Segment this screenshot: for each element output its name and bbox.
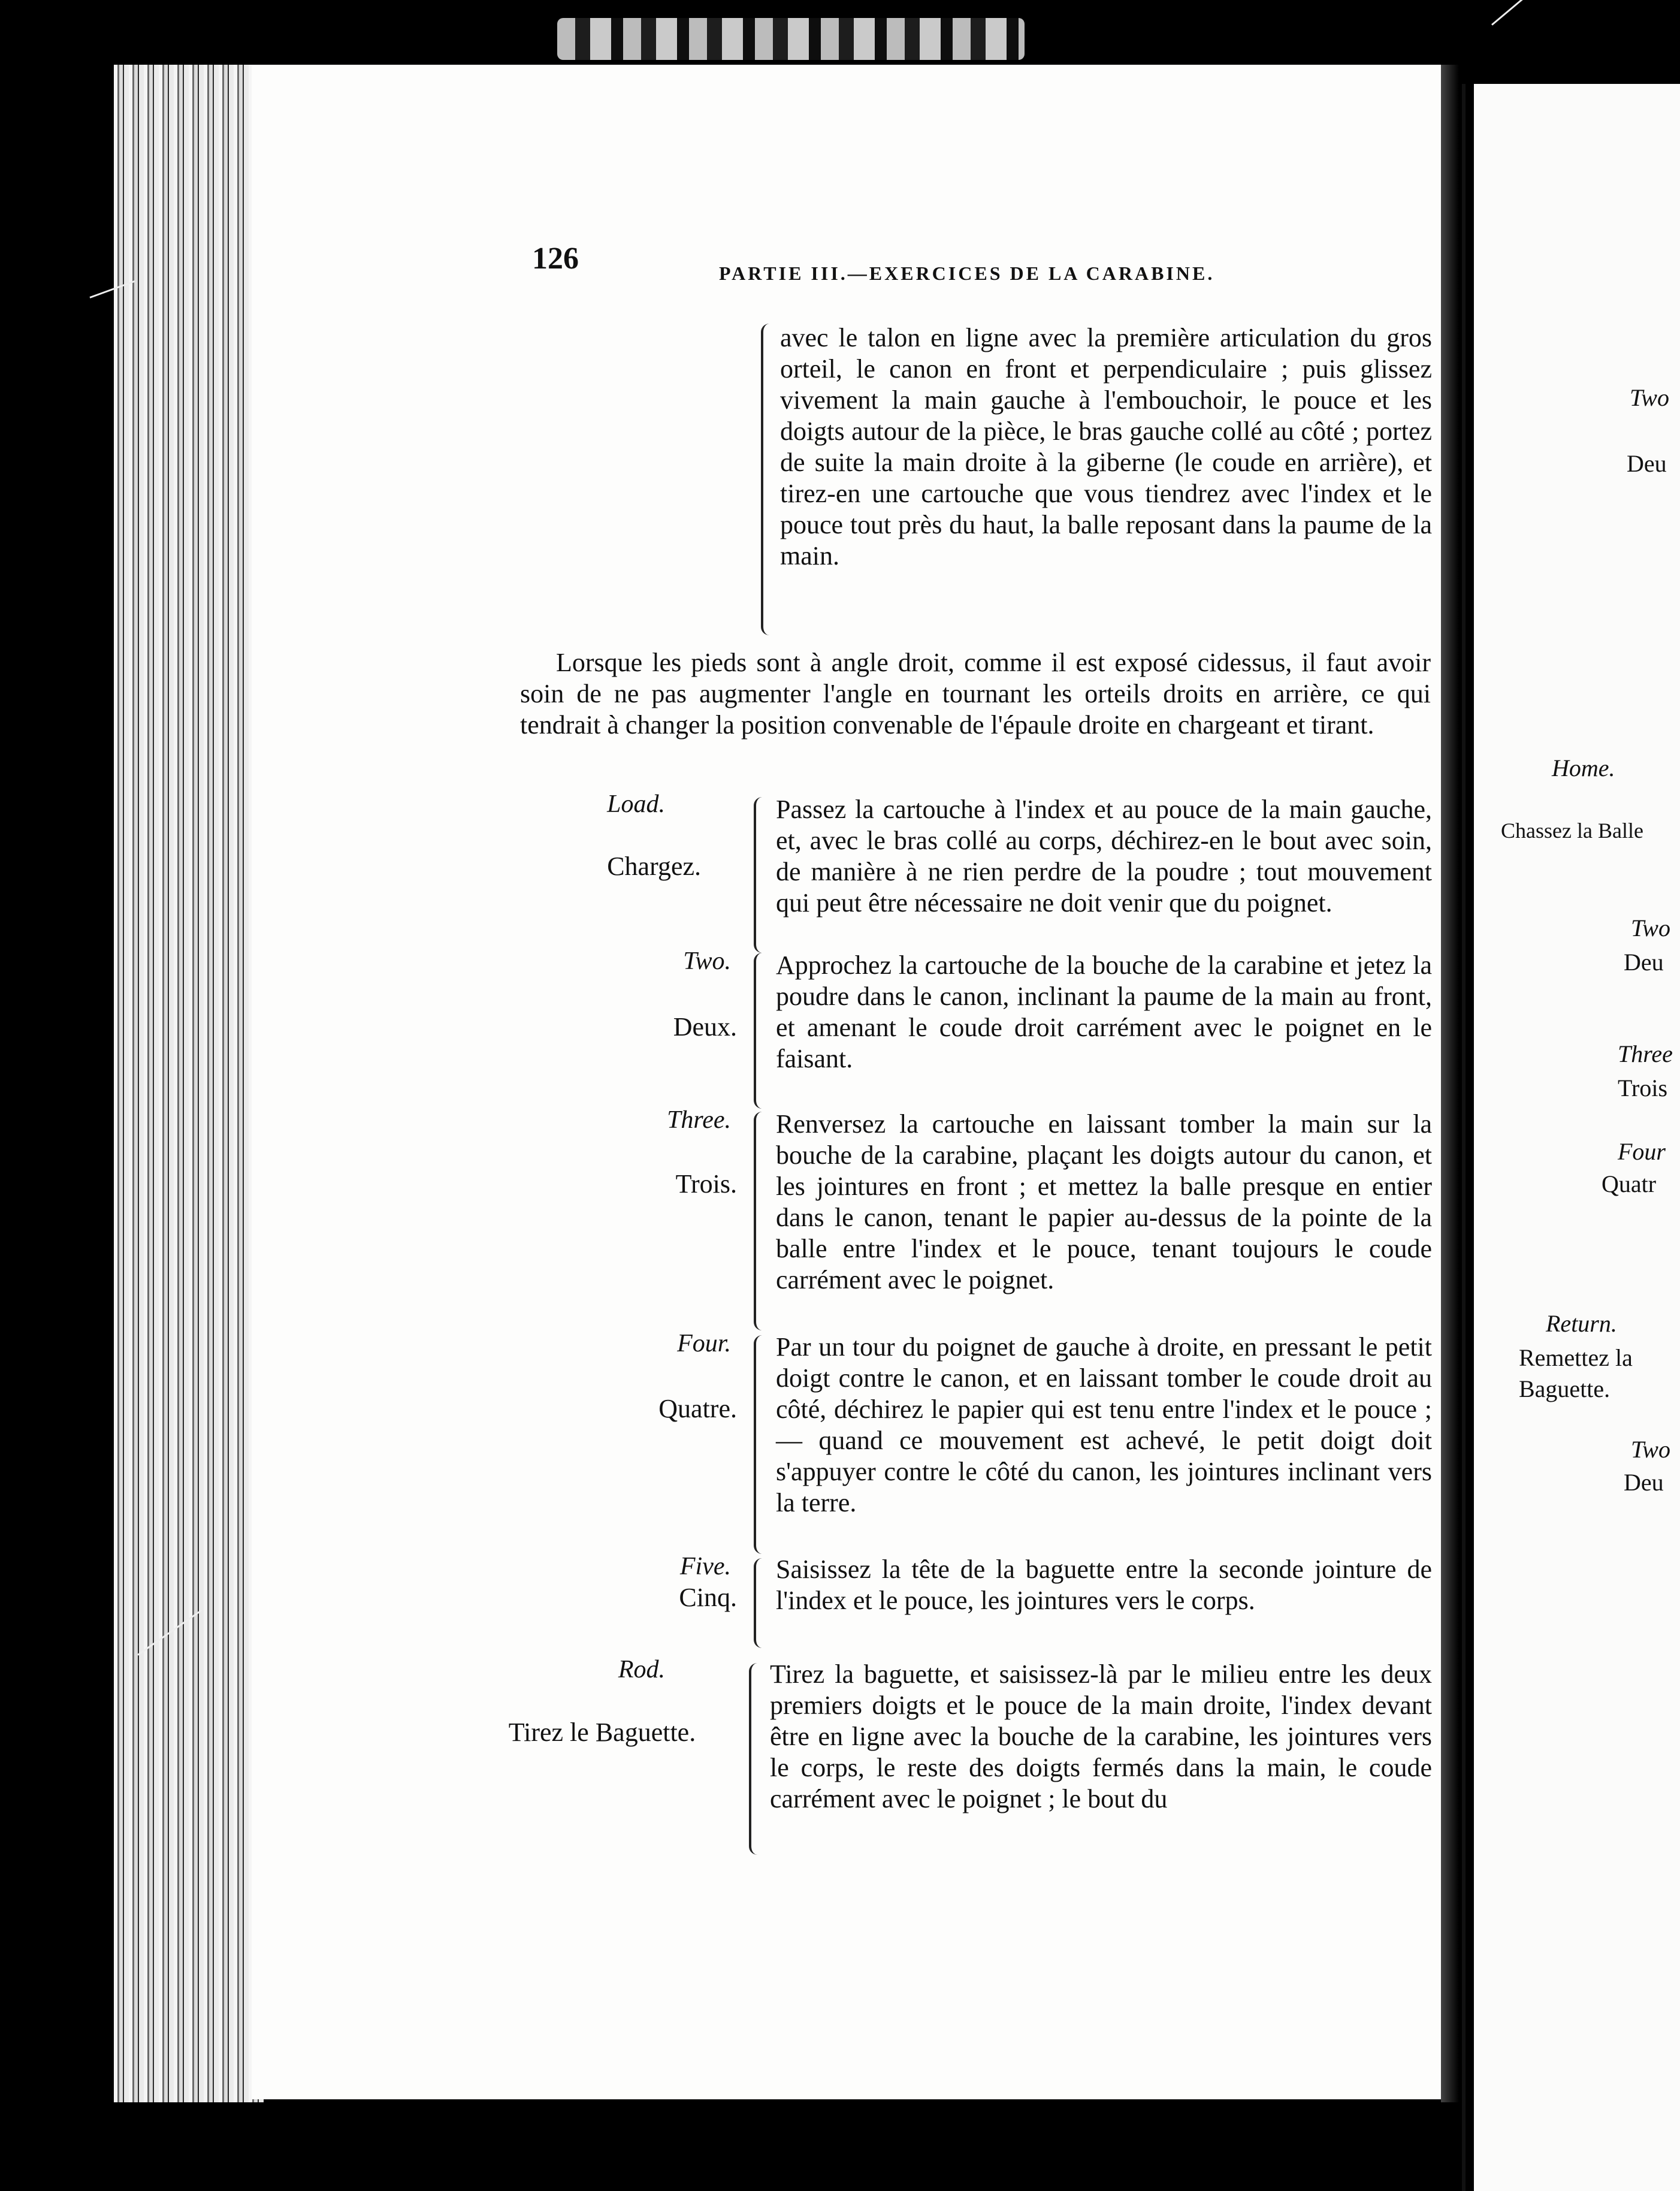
note-paragraph xyxy=(520,647,1431,741)
command-en: Three. xyxy=(667,1106,731,1134)
command-fr: Trois. xyxy=(675,1169,737,1199)
facing-command-en: Three xyxy=(1618,1040,1673,1067)
note-text: Lorsque les pieds sont à angle droit, comme il est exposé cidessus, il faut avoir soin de ne pas augmenter l'angle en tournant les orteils droits en arrière, ce qui tendrait à changer la position convenable de l'épaule droite en chargeant et tirant. xyxy=(520,648,1431,740)
command-en: Two. xyxy=(683,947,731,975)
facing-command-fr: Deu xyxy=(1624,1469,1664,1496)
command-en: Rod. xyxy=(618,1656,665,1683)
brace xyxy=(754,1558,772,1648)
intro-continuation xyxy=(780,322,1432,634)
command-fr: Tirez le Baguette. xyxy=(508,1718,696,1747)
facing-command-fr: Trois xyxy=(1618,1075,1668,1101)
command-en: Load. xyxy=(607,790,665,818)
brace xyxy=(754,953,772,1109)
command-fr: Quatre. xyxy=(658,1394,737,1423)
facing-command-fr: Quatr xyxy=(1602,1170,1657,1197)
facing-command-fr: Chassez la Balle xyxy=(1501,819,1643,843)
facing-command-fr: Remettez la Baguette. xyxy=(1519,1344,1633,1402)
facing-command-en: Return. xyxy=(1546,1310,1617,1337)
facing-command-en: Two xyxy=(1631,915,1670,941)
running-title: PARTIE III.—EXERCICES DE LA CARABINE. xyxy=(719,262,1215,284)
fold-line xyxy=(1462,84,1466,2191)
command-text: Passez la cartouche à l'index et au pouce de la main gauche, et, avec le bras collé au corps, déchirez-en le bout avec soin, de manière à ne rien perdre de la poudre ; tout mouvement qui peut être nécessaire ne doit venir que du poignet. xyxy=(776,795,1432,918)
scan-top-scrap xyxy=(557,18,1025,60)
brace xyxy=(754,797,772,953)
brace xyxy=(749,1663,767,1855)
facing-command-en: Two xyxy=(1630,384,1669,411)
command-text: Saisissez la tête de la baguette entre la seconde jointure de l'index et le pouce, les jointures vers le corps. xyxy=(776,1555,1432,1615)
command-text: Par un tour du poignet de gauche à droite, en pressant le petit doigt contre le canon, et en laissant tomber le coude droit au côté, déchirez le papier qui est tenu entre l'index et le pouce ;— quand ce mouvement est achevé, le petit doigt doit s'appuyer contre le côté du canon, les jointures inclinant vers la terre. xyxy=(776,1332,1432,1517)
facing-command-fr: Deu xyxy=(1624,949,1664,976)
book-page-edges xyxy=(114,65,264,2102)
facing-command-en: Four xyxy=(1618,1138,1666,1165)
command-en: Five. xyxy=(679,1553,731,1580)
page-number: 126 xyxy=(532,242,579,276)
brace xyxy=(761,324,779,635)
command-fr: Chargez. xyxy=(607,852,701,881)
gutter-shadow xyxy=(1441,65,1459,2102)
command-en: Four. xyxy=(677,1330,731,1357)
brace xyxy=(754,1335,772,1554)
facing-command-en: Two xyxy=(1631,1436,1670,1463)
facing-command-fr: Deu xyxy=(1627,450,1667,477)
command-text: Tirez la baguette, et saisissez-là par le milieu entre les deux premiers doigts et le pouce de la main droite, l'index devant être en ligne avec la bouche de la carabine, les jointures vers le corps, le reste des doigts fermés dans la main, le coude carrément avec le poignet ; le bout du xyxy=(770,1659,1432,1813)
command-fr: Cinq. xyxy=(679,1583,737,1612)
command-text: Approchez la cartouche de la bouche de la carabine et jetez la poudre dans le canon, inclinant la paume de la main au front, et amenant le coude droit carrément avec le poignet en le faisant. xyxy=(776,950,1432,1073)
command-text: Renversez la cartouche en laissant tomber la main sur la bouche de la carabine, plaçant les doigts autour du canon, et les jointures en front ; et mettez la balle presque en entier dans le canon, tenant le papier au-dessus de la pointe de la balle entre l'index et le pouce, tenant toujours le coude carrément avec le poignet. xyxy=(776,1109,1432,1294)
brace xyxy=(754,1112,772,1330)
scan-scratch xyxy=(1491,0,1534,26)
facing-command-en: Home. xyxy=(1552,755,1615,781)
command-fr: Deux. xyxy=(673,1012,737,1042)
intro-text: avec le talon en ligne avec la première articulation du gros orteil, le canon en front et perpendiculaire ; puis glissez vivement la main gauche à l'embouchoir, le pouce et les doigts autour de la pièce, le bras gauche collé au côté ; portez de suite la main droite à la giberne (le coude en arrière), et tirez-en une cartouche que vous tiendrez avec l'index et le pouce tout près du haut, la balle reposant dans la paume de la main. xyxy=(780,323,1432,571)
